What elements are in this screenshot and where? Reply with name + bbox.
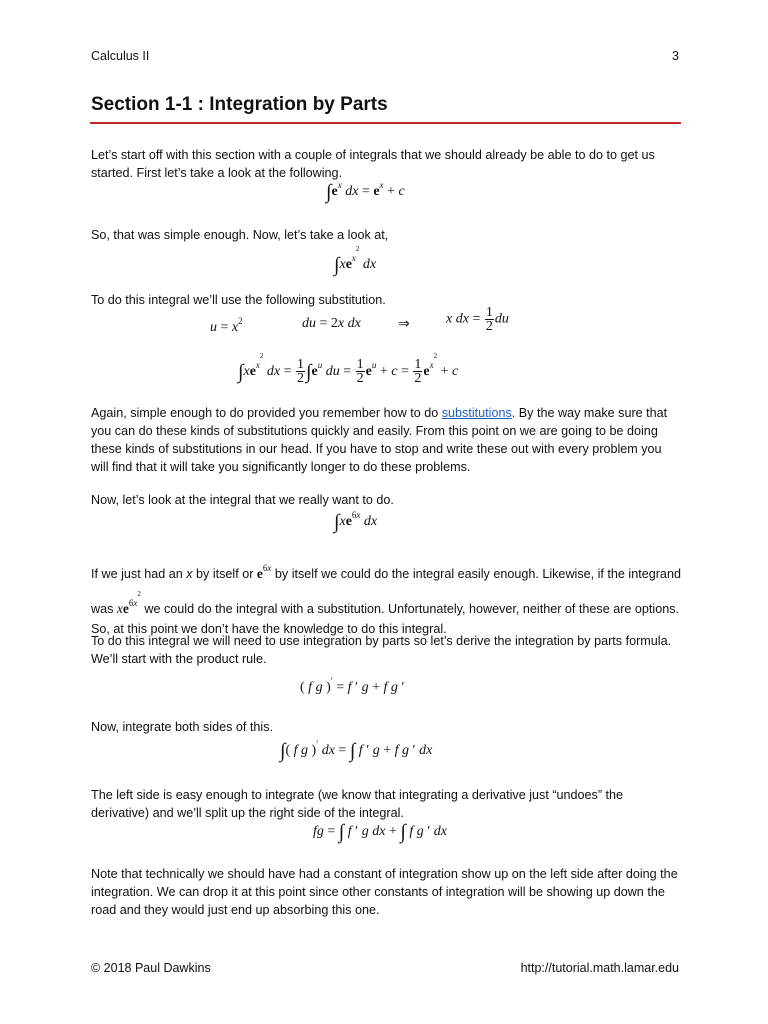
equation-integrate-both-sides: ∫( f g )′ dx = ∫ f ′ g + f g ′ dx xyxy=(280,739,433,762)
footer-copyright: © 2018 Paul Dawkins xyxy=(91,961,211,975)
paragraph-substitution: To do this integral we’ll use the following substitution. xyxy=(91,293,386,307)
equation-substitution-xdx: x dx = $\frac{1}{2}$ du xyxy=(446,305,509,334)
paragraph-left-side: The left side is easy enough to integrate (we know that integrating a derivative just “undoes” the derivative) and we’ll split up the right side of the integral. xyxy=(91,788,624,820)
footer-url[interactable]: http://tutorial.math.lamar.edu xyxy=(520,961,679,975)
section-title: Section 1-1 : Integration by Parts xyxy=(91,94,388,115)
paragraph-integrate-both: Now, integrate both sides of this. xyxy=(91,720,274,734)
equation-substitution-du: du = 2x dx xyxy=(302,316,361,331)
equation-substitution-u: $u = x^2$ xyxy=(210,316,243,335)
paragraph-intro: Let’s start off with this section with a couple of integrals that we should already be able to do to get us started. First let’s take a look at the following. xyxy=(91,148,655,180)
equation-split: fg = ∫ f ′ g dx + ∫ f g ′ dx xyxy=(313,821,448,843)
paragraph-options: If we just had an x by itself or $e^{6x}$ by itself we could do the integral easily enough. Likewise, if the integrand was $xe^{6x^2}$ we could do the integral with a substitution. Unfortunately, however, neither of these are options. So, at this point we don’t have the knowledge to do this integral. xyxy=(91,563,681,636)
paragraph-simple-enough: So, that was simple enough. Now, let’s take a look at, xyxy=(91,228,389,242)
paragraph-constant-note: Note that technically we should have had a constant of integration show up on the left side after doing the integration. We can drop it at this point since other constants of integration will be showing up down the road and they would just end up absorbing this one. xyxy=(91,867,678,917)
title-rule xyxy=(90,122,681,124)
substitutions-link[interactable]: substitutions xyxy=(441,406,512,420)
equation-xe-6x-integral: $\int xe^{6x}$ dx xyxy=(334,510,378,533)
paragraph-real-integral: Now, let’s look at the integral that we really want to do. xyxy=(91,493,394,507)
inline-xe-6x2: $xe^{6x^2}$ xyxy=(116,590,141,616)
equation-product-rule: ( f g )′ = f ′ g + f g ′ xyxy=(300,676,405,695)
paragraph-substitution-remark: Again, simple enough to do provided you remember how to do substitutions. By the way make sure that you can do these kinds of substitutions quickly and easily. From this point on we are going to be doing these kinds of substitutions in our head. If you have to stop and write these out with every problem you will find that it will take you significantly longer to do these problems. xyxy=(91,406,668,474)
header-page-number: 3 xyxy=(672,49,679,63)
equation-exp-integral: $\int e^x$ dx = $e^x + c$ xyxy=(326,180,405,203)
equation-xe-x2-integral: $\int xe^{x^2}$ dx xyxy=(334,245,377,276)
equation-substitution-result: $\int xe^{x^2}$ dx = $\frac{1}{2}$ $\int e^u$ du = $\frac{1}{2}$ $e^u + c$ = $\frac{1}{2}$ $e^{x^2} + c$ xyxy=(238,352,459,387)
paragraph-derive: To do this integral we will need to use integration by parts so let’s derive the integration by parts formula. We’ll start with the product rule. xyxy=(91,634,672,666)
inline-e-6x: $e^{6x}$ xyxy=(256,563,272,581)
equation-implies: ⇒ xyxy=(398,317,410,332)
header-course: Calculus II xyxy=(91,49,150,63)
